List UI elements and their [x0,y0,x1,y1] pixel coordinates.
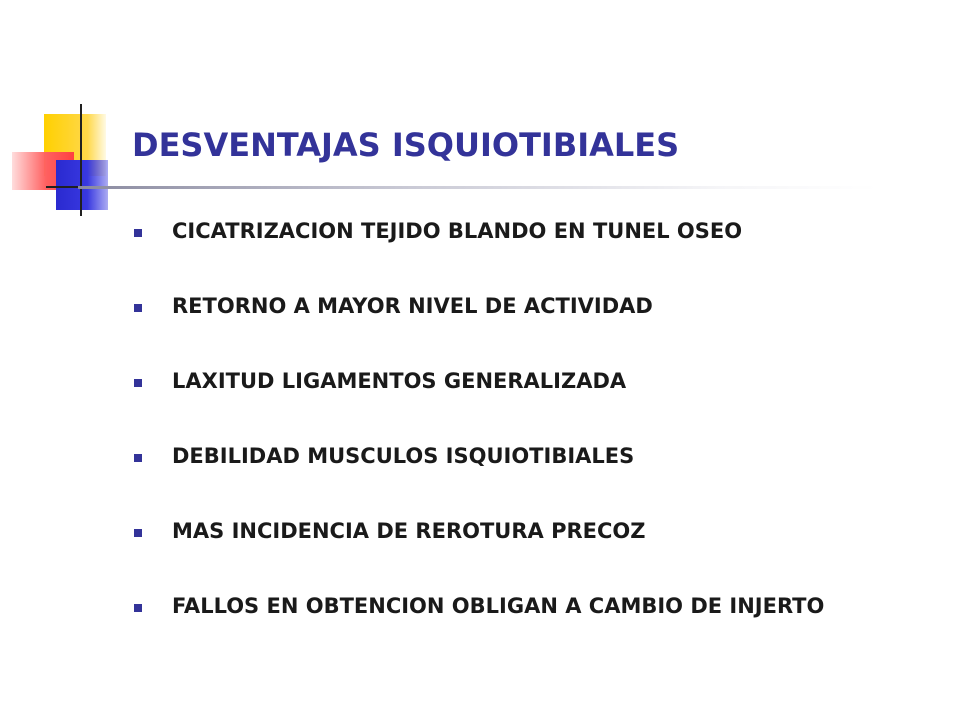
slide-decoration [0,0,140,230]
bullet-text: DEBILIDAD MUSCULOS ISQUIOTIBIALES [172,444,635,468]
bullet-text: CICATRIZACION TEJIDO BLANDO EN TUNEL OSEO [172,219,743,243]
decoration-vertical-line [80,104,82,216]
bullet-text: FALLOS EN OBTENCION OBLIGAN A CAMBIO DE INJERTO [172,594,825,618]
bullet-square-icon [134,304,142,312]
bullet-text: MAS INCIDENCIA DE REROTURA PRECOZ [172,519,646,543]
bullet-square-icon [134,529,142,537]
bullet-square-icon [134,229,142,237]
bullet-item [132,441,892,471]
bullet-item [132,516,892,546]
bullet-square-icon [134,379,142,387]
slide-title: DESVENTAJAS ISQUIOTIBIALES [132,126,680,164]
bullet-item [132,291,892,321]
bullet-item [132,216,892,246]
bullet-item [132,591,892,621]
bullet-item [132,366,892,396]
bullet-text: RETORNO A MAYOR NIVEL DE ACTIVIDAD [172,294,653,318]
bullet-square-icon [134,454,142,462]
bullet-text: LAXITUD LIGAMENTOS GENERALIZADA [172,369,627,393]
bullet-square-icon [134,604,142,612]
bullet-list [132,216,892,666]
title-underline [78,186,878,189]
decoration-blue-square [56,160,108,210]
